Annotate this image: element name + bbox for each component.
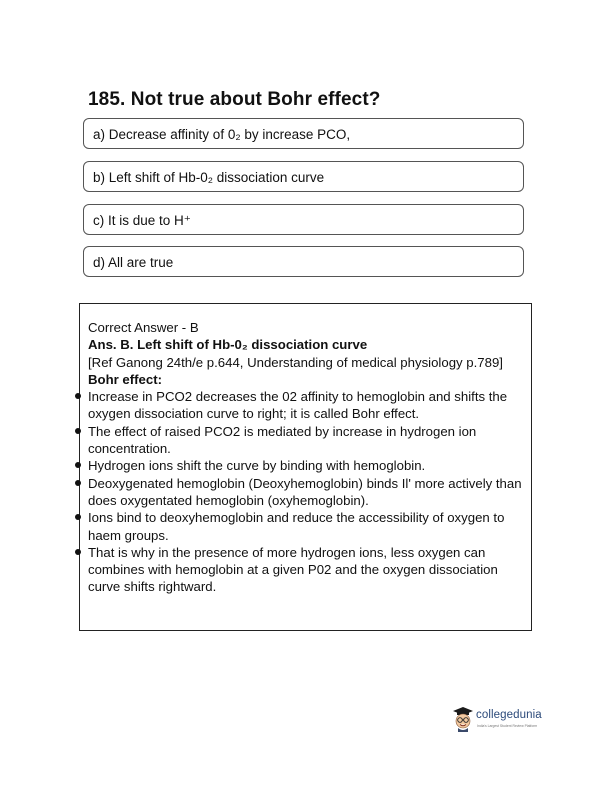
option-a[interactable]: a) Decrease affinity of 0₂ by increase PCO,: [83, 118, 524, 149]
question-title: 185. Not true about Bohr effect?: [88, 89, 381, 110]
option-b[interactable]: b) Left shift of Hb-0₂ dissociation curve: [83, 161, 524, 192]
brand-logo[interactable]: [452, 706, 562, 738]
graduate-mascot-icon: [452, 706, 474, 732]
answer-reference: [Ref Ganong 24th/e p.644, Understanding of medical physiology p.789]: [88, 354, 503, 370]
list-item: That is why in the presence of more hydrogen ions, less oxygen can combines with hemoglobin at a given P02 and the oxygen dissociation curve shifts rightward.: [88, 544, 528, 596]
option-c[interactable]: c) It is due to H⁺: [83, 204, 524, 235]
list-item: Hydrogen ions shift the curve by binding with hemoglobin.: [88, 457, 528, 474]
correct-answer-line: Correct Answer - B: [88, 320, 199, 335]
list-item: Ions bind to deoxyhemoglobin and reduce the accessibility of oxygen to haem groups.: [88, 509, 528, 544]
explanation-list: [88, 388, 528, 596]
list-item: Deoxygenated hemoglobin (Deoxyhemoglobin) binds Il' more actively than does oxygentated hemoglobin (oxyhemoglobin).: [88, 475, 528, 510]
list-item: Increase in PCO2 decreases the 02 affinity to hemoglobin and shifts the oxygen dissociation curve to right; it is called Bohr effect.: [88, 388, 528, 423]
brand-name: collegedunia: [476, 709, 542, 721]
list-item: The effect of raised PCO2 is mediated by increase in hydrogen ion concentration.: [88, 423, 528, 458]
answer-heading: Ans. B. Left shift of Hb-0₂ dissociation curve: [88, 337, 368, 353]
option-d[interactable]: d) All are true: [83, 246, 524, 277]
answer-subheading: Bohr effect:: [88, 371, 162, 387]
brand-tagline: India's Largest Student Review Platform: [477, 724, 538, 728]
answer-content: [88, 319, 528, 596]
